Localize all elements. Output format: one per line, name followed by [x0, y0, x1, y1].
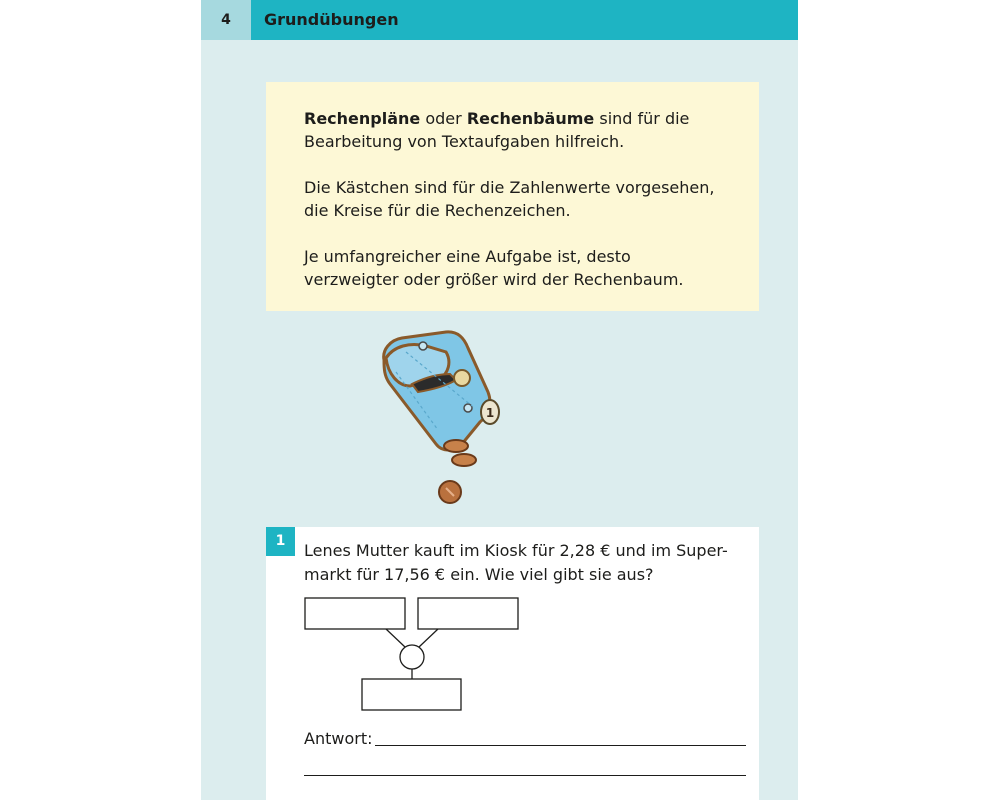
task-line: Lenes Mutter kauft im Kiosk für 2,28 € und im Super- [304, 541, 728, 560]
info-text: Die Kästchen sind für die Zahlenwerte vorgesehen, [304, 178, 715, 197]
info-paragraph-3 [304, 245, 759, 291]
page-number: 4 [221, 12, 231, 28]
info-paragraph-1 [304, 107, 759, 153]
info-text: die Kreise für die Rechenzeichen. [304, 201, 571, 220]
page-number-box [201, 0, 251, 40]
task-number-badge: 1 [266, 527, 295, 556]
task-box [266, 527, 759, 800]
answer-label: Antwort: [304, 729, 373, 748]
info-text: oder [420, 109, 467, 128]
info-text: Bearbeitung von Textaufgaben hilfreich. [304, 132, 625, 151]
purse-with-coins-icon [376, 322, 506, 512]
answer-line[interactable] [375, 745, 746, 746]
calculation-tree [304, 597, 524, 713]
page-title: Grundübungen [264, 10, 399, 29]
info-text: Je umfangreicher eine Aufgabe ist, desto [304, 247, 631, 266]
info-text: verzweigter oder größer wird der Rechenbaum. [304, 270, 684, 289]
term-rechenbaeume: Rechenbäume [466, 109, 595, 128]
tree-branch-left [386, 629, 405, 647]
page-header [201, 0, 798, 40]
value-box-left[interactable] [305, 598, 405, 629]
task-text [304, 539, 744, 587]
answer-line[interactable] [304, 775, 746, 776]
info-text: sind für die [594, 109, 690, 128]
tree-branch-right [419, 629, 438, 647]
term-rechenplaene: Rechenpläne [304, 109, 421, 128]
operator-circle[interactable] [400, 645, 424, 669]
result-box[interactable] [362, 679, 461, 710]
info-box [266, 82, 759, 311]
info-paragraph-2 [304, 176, 759, 222]
coin-label: 1 [485, 406, 495, 420]
task-line: markt für 17,56 € ein. Wie viel gibt sie aus? [304, 565, 654, 584]
workbook-page [201, 0, 798, 800]
value-box-right[interactable] [418, 598, 518, 629]
